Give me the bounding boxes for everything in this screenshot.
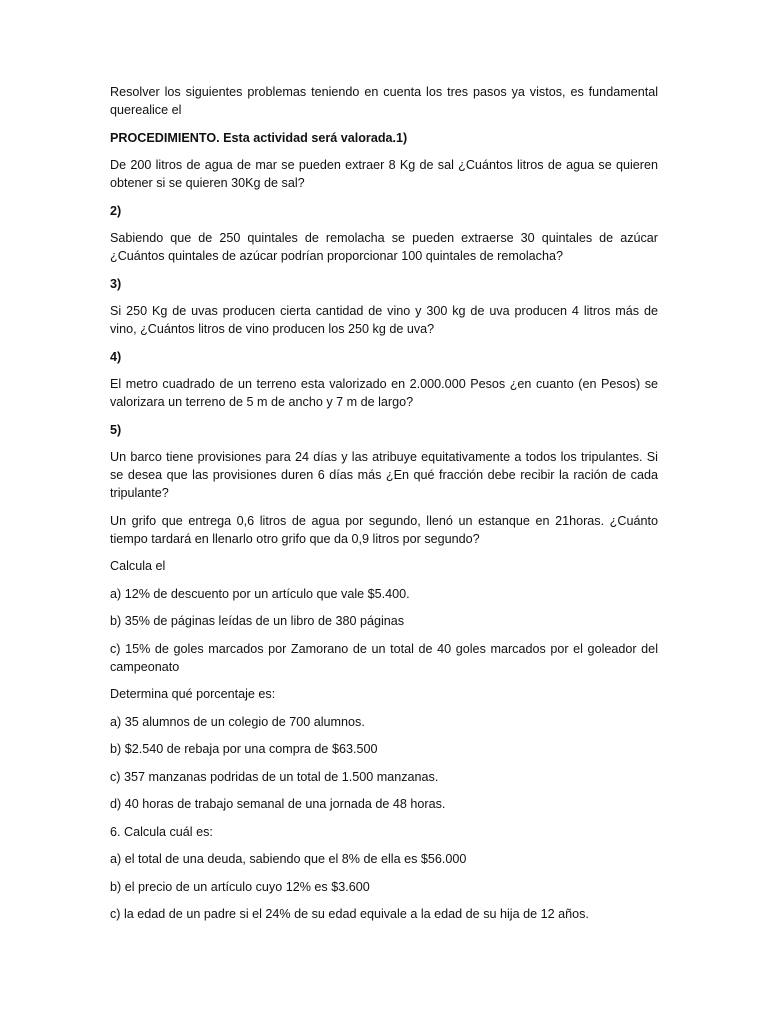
calculate-item-b: b) 35% de páginas leídas de un libro de 380 páginas xyxy=(110,614,405,628)
percentage-item-d: d) 40 horas de trabajo semanal de una jornada de 48 horas. xyxy=(110,797,446,811)
percentage-item-a: a) 35 alumnos de un colegio de 700 alumnos. xyxy=(110,714,365,729)
document-page xyxy=(110,83,658,933)
section-6-heading: 6. Calcula cuál es: xyxy=(110,824,213,839)
faucet-problem-text: Un grifo que entrega 0,6 litros de agua por segundo, llenó un estanque en 21horas. ¿Cuánto tiempo tardará en llenarlo otro grifo que da 0,9 litros por segundo? xyxy=(110,513,658,546)
problem-1-text: De 200 litros de agua de mar se pueden extraer 8 Kg de sal ¿Cuántos litros de agua se quieren obtener si se quieren 30Kg de sal? xyxy=(110,158,658,190)
problem-5-number: 5) xyxy=(110,422,122,437)
section-6-item-c: c) la edad de un padre si el 24% de su edad equivale a la edad de su hija de 12 años. xyxy=(110,907,589,921)
percentage-heading: Determina qué porcentaje es: xyxy=(110,687,276,701)
section-6-item-b: b) el precio de un artículo cuyo 12% es $3.600 xyxy=(110,879,370,894)
problem-5-text: Un barco tiene provisiones para 24 días y las atribuye equitativamente a todos los tripulantes. Si se desea que las provisiones duren 6 días más ¿En qué fracción debe recibir la ración de cada tripulante? xyxy=(110,450,658,500)
calculate-item-c: c) 15% de goles marcados por Zamorano de un total de 40 goles marcados por el goleador del campeonato xyxy=(110,641,658,674)
section-6-item-a: a) el total de una deuda, sabiendo que el 8% de ella es $56.000 xyxy=(110,852,467,866)
problem-4-text: El metro cuadrado de un terreno esta valorizado en 2.000.000 Pesos ¿en cuanto (en Pesos) se valorizara un terreno de 5 m de ancho y 7 m de largo? xyxy=(110,377,658,409)
problem-2-number: 2) xyxy=(110,203,122,218)
intro-instruction: Resolver los siguientes problemas teniendo en cuenta los tres pasos ya vistos, es fundamental querealice el xyxy=(110,85,658,117)
problem-2-text: Sabiendo que de 250 quintales de remolacha se pueden extraerse 30 quintales de azúcar ¿Cuántos quintales de azúcar podrían proporcionar 100 quintales de remolacha? xyxy=(110,231,658,263)
procedure-heading: PROCEDIMIENTO. Esta actividad será valorada.1) xyxy=(110,130,408,145)
calculate-item-a: a) 12% de descuento por un artículo que vale $5.400. xyxy=(110,586,410,601)
percentage-item-c: c) 357 manzanas podridas de un total de 1.500 manzanas. xyxy=(110,769,439,784)
problem-3-number: 3) xyxy=(110,276,122,291)
problem-4-number: 4) xyxy=(110,349,122,364)
problem-3-text: Si 250 Kg de uvas producen cierta cantidad de vino y 300 kg de uva producen 4 litros más de vino, ¿Cuántos litros de vino producen los 250 kg de uva? xyxy=(110,304,658,336)
percentage-item-b: b) $2.540 de rebaja por una compra de $63.500 xyxy=(110,742,378,756)
calculate-heading: Calcula el xyxy=(110,559,166,573)
